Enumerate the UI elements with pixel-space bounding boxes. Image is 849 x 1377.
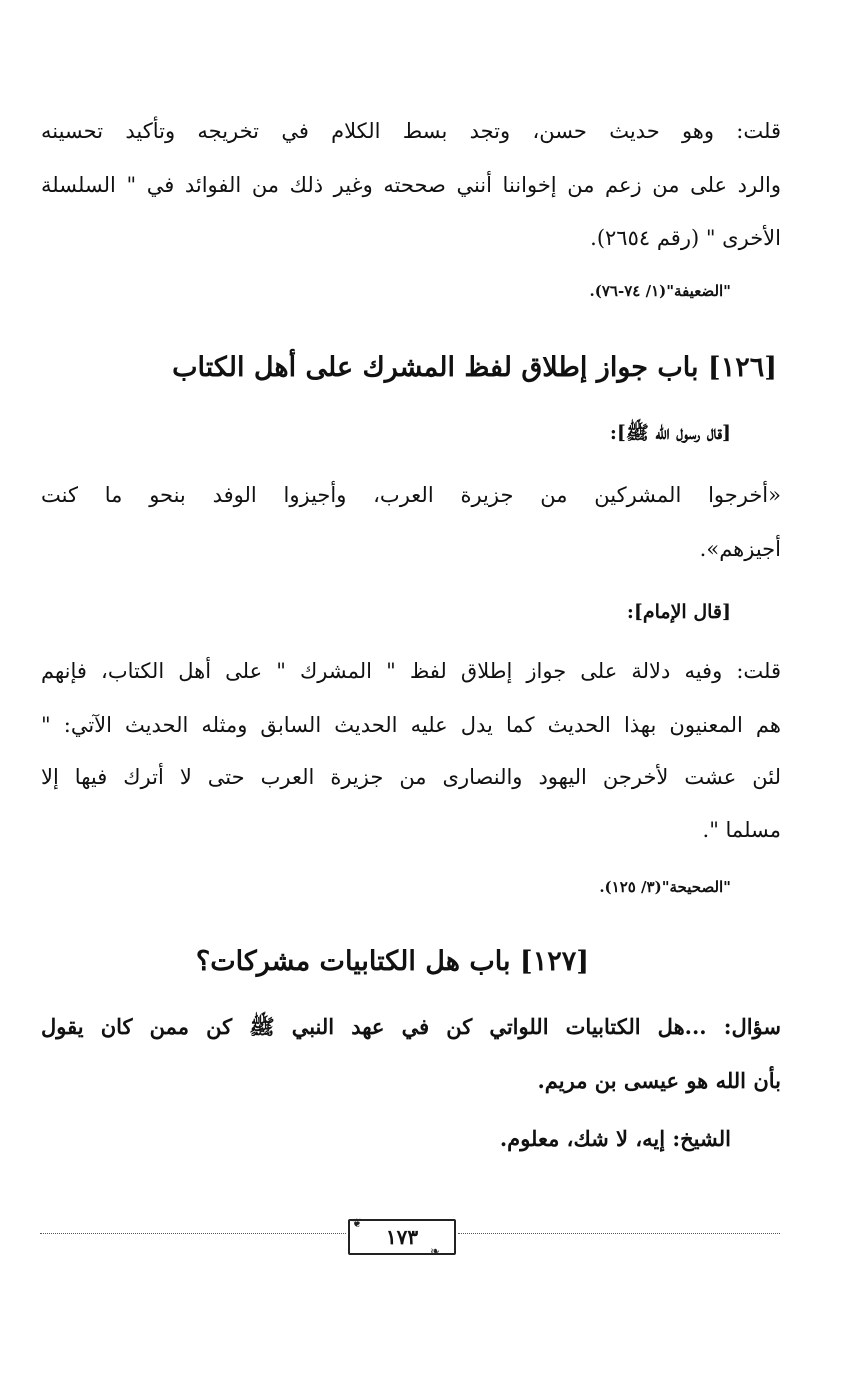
paragraph-1-line-1: قلت: وهو حديث حسن، وتجد بسط الكلام في تخريجه وتأكيد تحسينه <box>41 119 781 143</box>
reference-daifa: "الضعيفة"(١/ ٧٤-٧٦). <box>589 282 731 300</box>
ornament-icon: ❦ <box>352 1216 363 1230</box>
question-line-1: سؤال: ...هل الكتابيات اللواتي كن في عهد النبي ﷺ كن ممن كان يقول <box>41 1014 781 1039</box>
ornament-icon: ❧ <box>430 1244 441 1258</box>
paragraph-1-line-2: والرد على من زعم من إخواننا أنني صححته وغير ذلك من الفوائد في " السلسلة <box>41 173 781 197</box>
page-number: ١٧٣ <box>385 1225 419 1249</box>
section-127-heading: [١٢٧] باب هل الكتابيات مشركات؟ <box>195 946 589 977</box>
commentary-line-2: هم المعنيون بهذا الحديث كما يدل عليه الحديث السابق ومثله الحديث الآتي: " <box>41 713 781 737</box>
reference-sahiha: "الصحيحة"(٣/ ١٢٥). <box>599 878 731 896</box>
hadith-line-1: «أخرجوا المشركين من جزيرة العرب، وأجيزوا الوفد بنحو ما كنت <box>41 483 781 507</box>
question-line-2: بأن الله هو عيسى بن مريم. <box>537 1068 781 1093</box>
prophet-said-label: [قال رسول الله ﷺ]: <box>609 422 731 444</box>
section-126-heading: [١٢٦] باب جواز إطلاق لفظ المشرك على أهل الكتاب <box>172 352 777 383</box>
commentary-line-1: قلت: وفيه دلالة على جواز إطلاق لفظ " المشرك " على أهل الكتاب، فإنهم <box>41 659 781 683</box>
commentary-line-3: لئن عشت لأخرجن اليهود والنصارى من جزيرة العرب حتى لا أترك فيها إلا <box>41 765 781 789</box>
footer-rule-right <box>458 1233 780 1234</box>
commentary-line-4: مسلما ". <box>702 818 781 842</box>
paragraph-1-line-3: الأخرى " (رقم ٢٦٥٤). <box>590 226 781 250</box>
footer-rule-left <box>40 1233 346 1234</box>
hadith-line-2: أجيزهم». <box>699 537 781 561</box>
imam-said-label: [قال الإمام]: <box>626 601 731 623</box>
sheikh-answer: الشيخ: إيه، لا شك، معلوم. <box>499 1126 731 1151</box>
